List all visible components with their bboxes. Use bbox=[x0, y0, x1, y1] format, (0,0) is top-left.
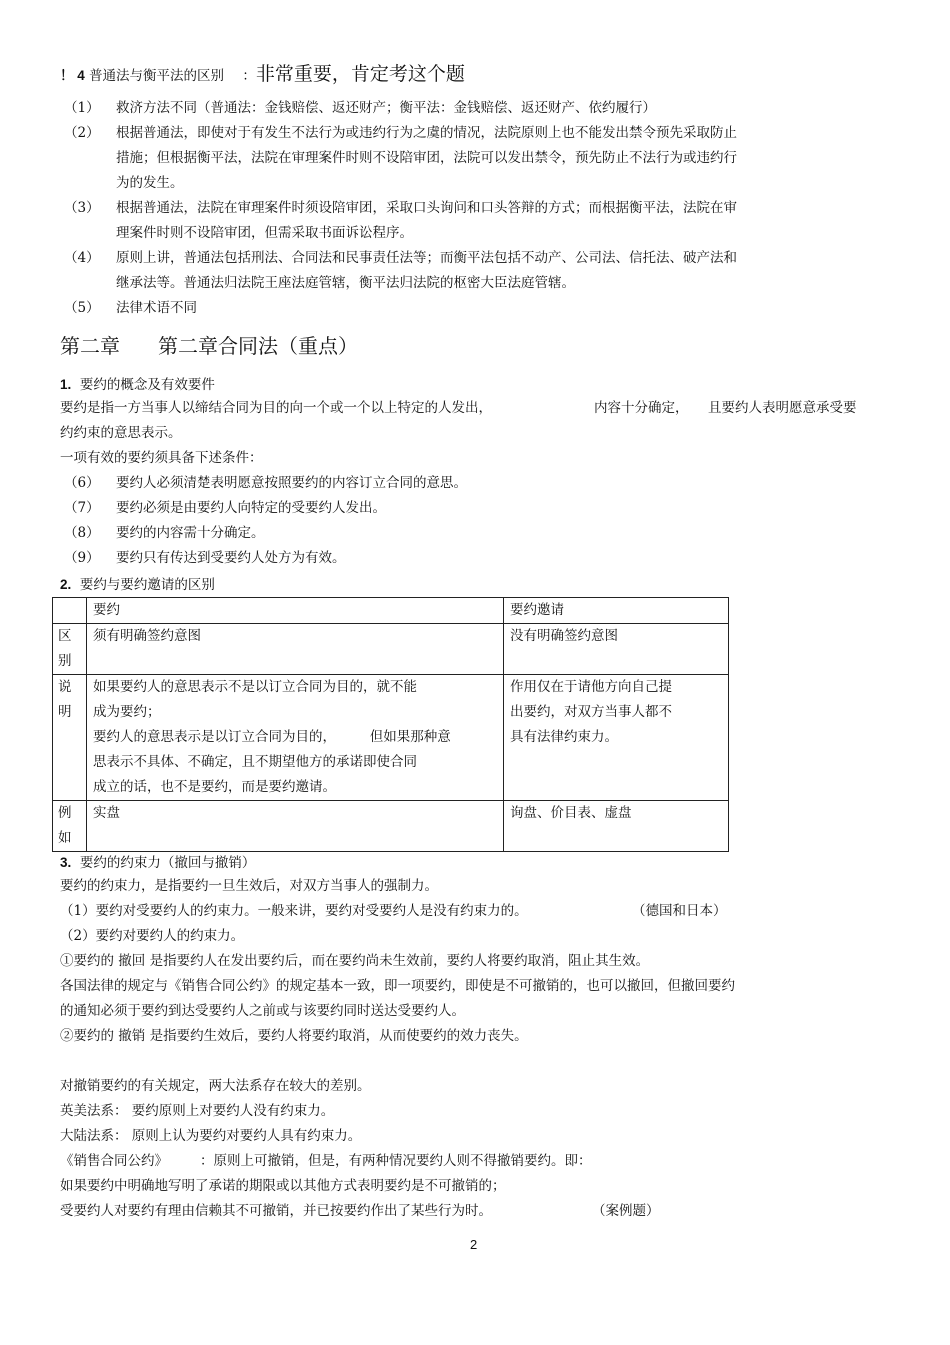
explanation-offer-line: 思表示不具体、不确定，且不期望他方的承诺即使合同 bbox=[93, 754, 417, 770]
s1-number: 1. bbox=[60, 377, 72, 392]
s1-cond-2-num: （7） bbox=[64, 500, 100, 516]
s1-def-part-a: 要约是指一方当事人以缔结合同为目的向一个或一个以上特定的人发出， bbox=[60, 400, 492, 416]
s1-def-part-d: 约约束的意思表示。 bbox=[60, 425, 182, 441]
table-row-example bbox=[53, 801, 729, 852]
section-4-title: 普通法与衡平法的区别 bbox=[89, 68, 225, 84]
row-label-difference bbox=[53, 624, 87, 675]
s3-number: 3. bbox=[60, 855, 72, 870]
s3-line-13a: 受要约人对要约有理由信赖其不可撤销，并已按要约作出了某些行为时。 bbox=[60, 1203, 492, 1219]
s2-title: 要约与要约邀请的区别 bbox=[79, 577, 215, 593]
row-label-explanation bbox=[53, 675, 87, 801]
s4-item-4-line-2: 继承法等。普通法归法院王座法庭管辖，衡平法归法院的枢密大臣法庭管辖。 bbox=[116, 275, 575, 291]
section-4-number: ！ 4 bbox=[60, 68, 85, 83]
explanation-invitation-line: 出要约，对双方当事人都不 bbox=[510, 704, 672, 720]
chapter-label: 第二章 bbox=[60, 334, 120, 358]
s3-line-7: ②要约的 撤销 是指要约生效后，要约人将要约取消，从而使要约的效力丧失。 bbox=[60, 1028, 528, 1044]
example-invitation-cell: 询盘、价目表、虚盘 bbox=[504, 801, 729, 852]
s1-cond-4-num: （9） bbox=[64, 550, 100, 566]
s3-line-13b: （案例题） bbox=[592, 1203, 660, 1219]
s4-item-2-num: （2） bbox=[64, 125, 100, 141]
offer-comparison-table bbox=[52, 597, 729, 852]
section-4-heading bbox=[60, 64, 465, 86]
row-label-char: 如 bbox=[58, 830, 72, 846]
s3-line-5: 各国法律的规定与《销售合同公约》的规定基本一致，即一项要约，即使是不可撤销的，也可以撤回，但撤回要约 bbox=[60, 978, 735, 994]
s1-def-part-b: 内容十分确定， bbox=[594, 400, 689, 416]
s1-conditions-intro: 一项有效的要约须具备下述条件： bbox=[60, 450, 263, 466]
s4-item-2-line-3: 为的发生。 bbox=[116, 175, 184, 191]
difference-offer-cell: 须有明确签约意图 bbox=[87, 624, 504, 675]
s2-heading bbox=[60, 575, 215, 595]
s4-item-4-line-1: 原则上讲，普通法包括刑法、合同法和民事责任法等；而衡平法包括不动产、公司法、信托法、破产法和 bbox=[116, 250, 737, 266]
s1-cond-1-num: （6） bbox=[64, 475, 100, 491]
s3-line-2a: （1）要约对受要约人的约束力。一般来讲，要约对受要约人是没有约束力的。 bbox=[60, 903, 528, 919]
section-4-note: 非常重要，肯定考这个题 bbox=[255, 63, 465, 85]
s3-title: 要约的约束力（撤回与撤销） bbox=[79, 855, 256, 871]
s4-item-2-line-2: 措施；但根据衡平法，法院在审理案件时则不设陪审团，法院可以发出禁令，预先防止不法行为或违约行 bbox=[116, 150, 737, 166]
chapter-title: 第二章合同法（重点） bbox=[158, 334, 358, 358]
table-row-difference bbox=[53, 624, 729, 675]
s3-heading bbox=[60, 853, 255, 873]
s3-line-11a: 《销售合同公约》 bbox=[60, 1153, 168, 1169]
row-label-char: 说 bbox=[58, 679, 72, 695]
s1-cond-3-text: 要约的内容需十分确定。 bbox=[116, 525, 265, 541]
table-header-invitation: 要约邀请 bbox=[504, 598, 729, 624]
explanation-offer-line: 成为要约； bbox=[93, 704, 161, 720]
row-label-char: 别 bbox=[58, 653, 72, 669]
explanation-invitation-cell bbox=[504, 675, 729, 801]
s2-number: 2. bbox=[60, 577, 72, 592]
s1-cond-4-text: 要约只有传达到受要约人处方为有效。 bbox=[116, 550, 346, 566]
explanation-offer-cell bbox=[87, 675, 504, 801]
s3-line-2b: （德国和日本） bbox=[632, 903, 727, 919]
s3-line-3: （2）要约对要约人的约束力。 bbox=[60, 928, 245, 944]
row-label-example bbox=[53, 801, 87, 852]
s4-item-3-num: （3） bbox=[64, 200, 100, 216]
s4-item-1-num: （1） bbox=[64, 100, 100, 116]
s1-cond-2-text: 要约必须是由要约人向特定的受要约人发出。 bbox=[116, 500, 386, 516]
s1-heading bbox=[60, 375, 215, 395]
table-row-explanation bbox=[53, 675, 729, 801]
table-header-offer: 要约 bbox=[87, 598, 504, 624]
s4-item-5-line-1: 法律术语不同 bbox=[116, 300, 197, 316]
section-4-separator: ： bbox=[242, 68, 256, 84]
s3-line-11b: ：原则上可撤销，但是，有两种情况要约人则不得撤销要约。即： bbox=[200, 1153, 592, 1169]
s4-item-1-line-1: 救济方法不同（普通法：金钱赔偿、返还财产；衡平法：金钱赔偿、返还财产、依约履行） bbox=[116, 100, 656, 116]
s3-line-4: ①要约的 撤回 是指要约人在发出要约后，而在要约尚未生效前，要约人将要约取消，阻止其生效。 bbox=[60, 953, 650, 969]
s3-line-12: 如果要约中明确地写明了承诺的期限或以其他方式表明要约是不可撤销的； bbox=[60, 1178, 506, 1194]
explanation-offer-line: 要约人的意思表示是以订立合同为目的， 但如果那种意 bbox=[93, 729, 451, 745]
explanation-offer-line: 成立的话，也不是要约，而是要约邀请。 bbox=[93, 779, 336, 795]
explanation-invitation-line: 具有法律约束力。 bbox=[510, 729, 618, 745]
difference-invitation-cell: 没有明确签约意图 bbox=[504, 624, 729, 675]
s3-line-6: 的通知必须于要约到达受要约人之前或与该要约同时送达受要约人。 bbox=[60, 1003, 465, 1019]
s1-cond-1-text: 要约人必须清楚表明愿意按照要约的内容订立合同的意思。 bbox=[116, 475, 467, 491]
s4-item-4-num: （4） bbox=[64, 250, 100, 266]
page-number: 2 bbox=[470, 1237, 478, 1252]
s4-item-3-line-2: 理案件时则不设陪审团，但需采取书面诉讼程序。 bbox=[116, 225, 413, 241]
row-label-char: 例 bbox=[58, 805, 72, 821]
s3-line-9: 英美法系： 要约原则上对要约人没有约束力。 bbox=[60, 1103, 335, 1119]
s3-line-10: 大陆法系： 原则上认为要约对要约人具有约束力。 bbox=[60, 1128, 362, 1144]
explanation-offer-line: 如果要约人的意思表示不是以订立合同为目的，就不能 bbox=[93, 679, 417, 695]
s3-line-1: 要约的约束力，是指要约一旦生效后，对双方当事人的强制力。 bbox=[60, 878, 438, 894]
s1-def-part-c: 且要约人表明愿意承受要 bbox=[708, 400, 857, 416]
explanation-invitation-line: 作用仅在于请他方向自己提 bbox=[510, 679, 672, 695]
s4-item-5-num: （5） bbox=[64, 300, 100, 316]
s4-item-2-line-1: 根据普通法，即使对于有发生不法行为或违约行为之虞的情况，法院原则上也不能发出禁令预先采取防止 bbox=[116, 125, 737, 141]
table-corner-cell bbox=[53, 598, 87, 624]
s4-item-3-line-1: 根据普通法，法院在审理案件时须设陪审团，采取口头询问和口头答辩的方式；而根据衡平法，法院在审 bbox=[116, 200, 737, 216]
table-header-row bbox=[53, 598, 729, 624]
example-offer-cell: 实盘 bbox=[87, 801, 504, 852]
s1-title: 要约的概念及有效要件 bbox=[79, 377, 215, 393]
s1-cond-3-num: （8） bbox=[64, 525, 100, 541]
row-label-char: 区 bbox=[58, 628, 72, 644]
row-label-char: 明 bbox=[58, 704, 72, 720]
s3-line-8: 对撤销要约的有关规定，两大法系存在较大的差别。 bbox=[60, 1078, 371, 1094]
